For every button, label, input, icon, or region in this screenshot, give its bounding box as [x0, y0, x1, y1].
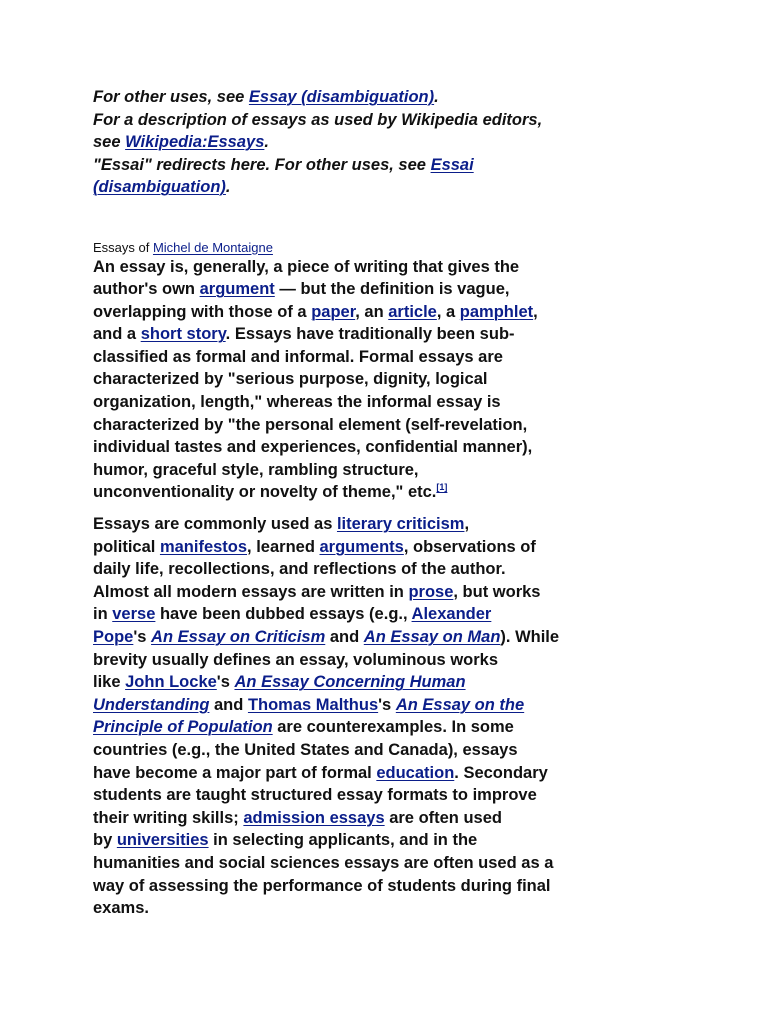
- body-text: daily life, recollections, and reflections of the author.: [93, 560, 506, 579]
- link-thomas-malthus[interactable]: Thomas Malthus: [247, 695, 379, 714]
- body-text: in: [93, 605, 113, 624]
- link-education[interactable]: education: [376, 763, 455, 782]
- body-text: 's: [133, 628, 152, 646]
- body-text: humanities and social sciences essays are often used as a: [93, 853, 554, 872]
- body-text: overlapping with those of a: [93, 302, 312, 321]
- link-universities[interactable]: universities: [116, 831, 209, 850]
- body-text: 's: [378, 695, 396, 714]
- hatnote-text: .: [225, 178, 231, 196]
- link-essay-concerning-human-understanding-cont[interactable]: Understanding: [93, 695, 210, 714]
- body-text: characterized by "the personal element (self-revelation,: [93, 415, 528, 434]
- body-text: Almost all modern essays are written in: [93, 582, 409, 601]
- body-text: students are taught structured essay formats to improve: [93, 786, 537, 805]
- hatnote-text: see: [93, 133, 126, 151]
- link-essay-concerning-human-understanding[interactable]: An Essay Concerning Human: [234, 673, 466, 692]
- link-alexander-pope[interactable]: Alexander: [411, 605, 492, 624]
- paragraph-definition: [93, 256, 683, 505]
- link-alexander-pope-cont[interactable]: Pope: [93, 628, 134, 646]
- link-john-locke[interactable]: John Locke: [125, 673, 217, 692]
- link-essai-disambiguation-cont[interactable]: (disambiguation): [93, 178, 226, 196]
- body-text: by: [93, 831, 117, 850]
- hatnote-text: For a description of essays as used by Wikipedia editors,: [93, 110, 543, 129]
- hatnote-text: "Essai" redirects here. For other uses, see: [93, 155, 431, 174]
- body-text: . Secondary: [454, 763, 548, 782]
- link-essay-disambiguation[interactable]: Essay (disambiguation): [248, 88, 435, 106]
- hatnote-essai: [93, 154, 683, 199]
- link-short-story[interactable]: short story: [140, 325, 226, 344]
- caption-text: Essays of: [93, 239, 153, 255]
- link-pamphlet[interactable]: pamphlet: [459, 302, 534, 321]
- hatnote-wikipedia-essays: [93, 109, 683, 154]
- body-text: organization, length," whereas the informal essay is: [93, 393, 501, 412]
- body-text: , an: [355, 302, 389, 321]
- footnote-ref-1[interactable]: [1]: [436, 482, 448, 493]
- body-text: are counterexamples. In some: [272, 718, 514, 737]
- link-verse[interactable]: verse: [112, 605, 156, 624]
- body-text: classified as formal and informal. Formal essays are: [93, 347, 503, 366]
- body-text: countries (e.g., the United States and Canada), essays: [93, 740, 518, 759]
- body-text: , a: [436, 302, 460, 321]
- body-text: their writing skills;: [93, 808, 244, 827]
- hatnote-text: For other uses, see: [93, 88, 249, 106]
- link-wikipedia-essays[interactable]: Wikipedia:Essays: [125, 133, 265, 151]
- body-text: characterized by "serious purpose, dignity, logical: [93, 370, 488, 389]
- body-text: have become a major part of formal: [93, 763, 377, 782]
- body-text: and: [209, 695, 248, 714]
- body-text: political: [93, 537, 160, 556]
- link-essay-principle-of-population[interactable]: An Essay on the: [395, 695, 525, 714]
- link-paper[interactable]: paper: [311, 302, 356, 321]
- body-text: humor, graceful style, rambling structure,: [93, 460, 419, 479]
- body-text: in selecting applicants, and in the: [208, 831, 478, 850]
- body-text: individual tastes and experiences, confidential manner),: [93, 438, 533, 457]
- body-text: and: [325, 628, 364, 646]
- link-arguments[interactable]: arguments: [319, 537, 404, 556]
- link-admission-essays[interactable]: admission essays: [243, 808, 385, 827]
- body-text: , but works: [453, 582, 541, 601]
- body-text: unconventionality or novelty of theme," etc.: [93, 483, 437, 502]
- body-text: Essays are commonly used as: [93, 515, 337, 534]
- link-argument[interactable]: argument: [199, 280, 275, 299]
- body-text: — but the definition is vague,: [274, 280, 510, 299]
- body-text: author's own: [93, 280, 200, 299]
- body-text: are often used: [384, 808, 502, 827]
- body-text: ,: [533, 302, 538, 321]
- body-text: An essay is, generally, a piece of writing that gives the: [93, 257, 520, 276]
- link-essay-on-criticism[interactable]: An Essay on Criticism: [151, 628, 326, 646]
- body-text: 's: [216, 673, 235, 692]
- link-michel-de-montaigne[interactable]: Michel de Montaigne: [152, 239, 273, 255]
- hatnote-text: .: [434, 88, 439, 106]
- body-text: exams.: [93, 899, 149, 918]
- link-essay-on-man[interactable]: An Essay on Man: [363, 628, 501, 646]
- body-text: ). While: [500, 628, 560, 646]
- body-text: way of assessing the performance of students during final: [93, 876, 551, 895]
- image-caption: [93, 239, 683, 256]
- body-text: and a: [93, 325, 141, 344]
- link-prose[interactable]: prose: [408, 582, 454, 601]
- document-page: [93, 86, 683, 920]
- link-article[interactable]: article: [388, 302, 437, 321]
- paragraph-usage: [93, 513, 683, 920]
- hatnote-block: [93, 86, 683, 199]
- body-text: , learned: [247, 537, 320, 556]
- link-literary-criticism[interactable]: literary criticism: [336, 515, 465, 534]
- link-essai-disambiguation[interactable]: Essai: [430, 155, 474, 174]
- body-text: . Essays have traditionally been sub-: [225, 325, 515, 344]
- body-text: like: [93, 673, 126, 692]
- body-text: , observations of: [403, 537, 536, 556]
- link-manifestos[interactable]: manifestos: [159, 537, 248, 556]
- link-essay-principle-of-population-cont[interactable]: Principle of Population: [93, 718, 273, 737]
- hatnote-other-uses: [93, 86, 683, 109]
- body-text: have been dubbed essays (e.g.,: [155, 605, 412, 624]
- body-text: ,: [464, 515, 470, 534]
- hatnote-text: .: [264, 133, 269, 151]
- body-text: brevity usually defines an essay, voluminous works: [93, 650, 499, 669]
